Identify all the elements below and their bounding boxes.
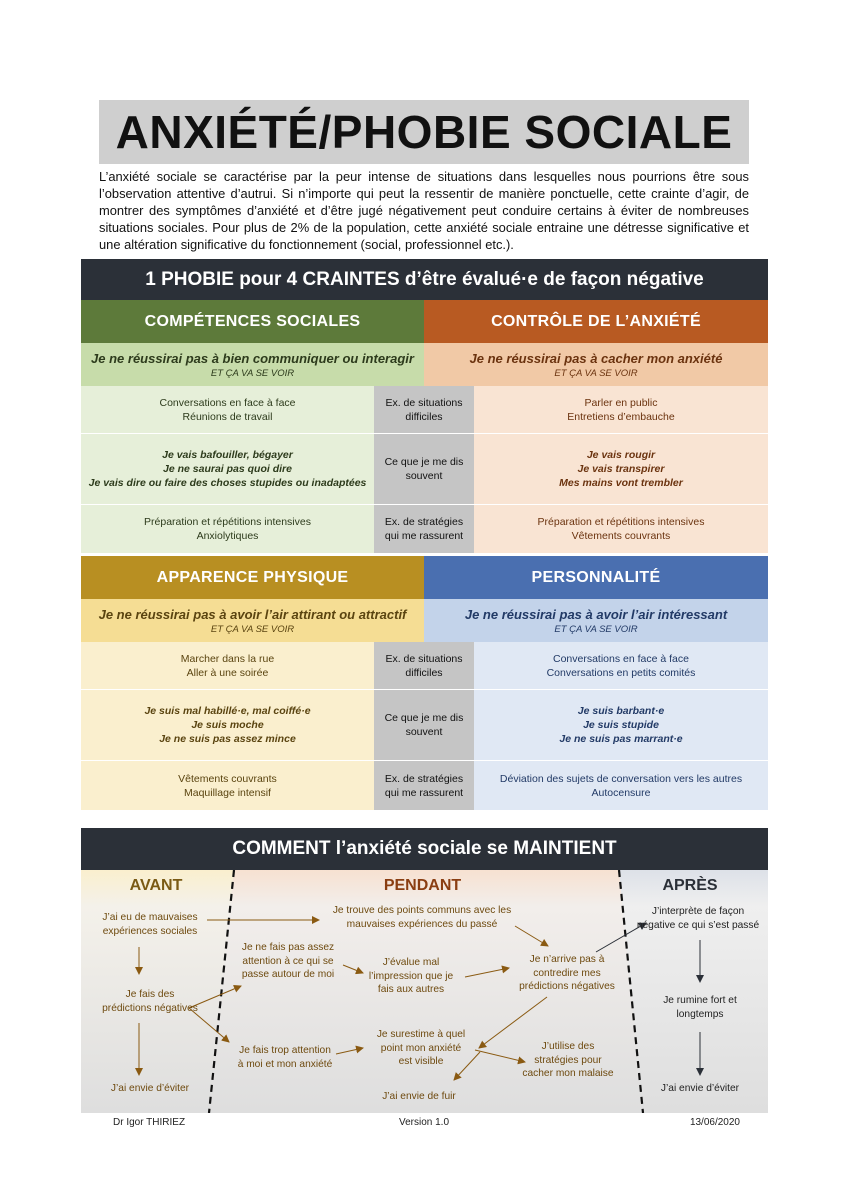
fear-text: Je ne réussirai pas à avoir l’air attirant ou attractif	[98, 606, 407, 622]
row-label-thoughts	[374, 690, 474, 760]
thought-line: Je ne suis pas assez mince	[159, 733, 296, 745]
node-predictions-negatives	[87, 988, 213, 1015]
thought-line: Je vais transpirer	[577, 463, 665, 475]
fear-text: Je ne réussirai pas à avoir l’air intéressant	[464, 606, 728, 622]
node-line: Je fais des	[125, 989, 175, 1000]
row-label-line: Ex. de situations	[385, 396, 463, 409]
node-line: négative ce qui s’est passé	[636, 919, 760, 931]
situations-personnalite	[474, 642, 768, 689]
thought-line: Je suis stupide	[583, 719, 659, 731]
row-label-line: difficiles	[405, 410, 443, 423]
node-surestime-anxiete	[362, 1028, 480, 1069]
node-line: Je ne fais pas assez	[241, 942, 335, 953]
strategies-personnalite	[474, 761, 768, 810]
node-line: J’ai envie d’éviter	[110, 1083, 190, 1094]
row-label-line: Ex. de stratégies	[384, 772, 464, 785]
phase-label-avant: AVANT	[129, 877, 183, 894]
intro-paragraph: L’anxiété sociale se caractérise par la peur intense de situations dans lesquelles nous pourrions être sous l’observation attentive d’autrui. Si n’importe qui peut la ressentir de manière ponctuelle, cette crainte d’agir, de montrer des symptômes d’anxiété et d’être jugé négativement peut conduire certains à éviter de nombreuses situations sociales. Pour plus de 2% de la population, cette anxiété sociale entraine une détresse significative et une altération significative du fonctionnement (social, professionnel etc.).	[99, 169, 749, 252]
node-line: Je fais trop attention	[239, 1045, 331, 1056]
node-line: point mon anxiété	[380, 1042, 462, 1054]
node-evalue-mal	[356, 956, 466, 997]
row-label-situations	[374, 386, 474, 433]
thought-line: Je vais rougir	[586, 449, 656, 461]
node-line: J’ai envie de fuir	[382, 1091, 456, 1102]
node-line: à moi et mon anxiété	[237, 1058, 333, 1070]
situation-line: Marcher dans la rue	[180, 652, 275, 665]
node-interprete-negative	[628, 905, 768, 932]
fear-apparence-physique	[81, 599, 424, 642]
node-strategies-cacher	[508, 1040, 628, 1081]
node-line: l’impression que je	[368, 970, 454, 982]
footer-date: 13/06/2020	[689, 1117, 740, 1128]
category-head-competences-sociales: COMPÉTENCES SOCIALES	[81, 300, 424, 343]
situation-line: Conversations en face à face	[552, 652, 689, 665]
situation-line: Conversations en face à face	[159, 396, 296, 409]
situation-line: Conversations en petits comités	[546, 666, 696, 679]
row-label-strategies	[374, 505, 474, 553]
thoughts-competences-sociales	[81, 434, 374, 504]
node-line: Je rumine fort et	[663, 995, 737, 1006]
node-line: J’évalue mal	[382, 957, 440, 968]
row-label-line: Ce que je me dis	[384, 712, 464, 724]
section2-header: COMMENT l’anxiété sociale se MAINTIENT	[81, 828, 768, 870]
node-line: expériences sociales	[102, 925, 198, 937]
strategies-controle-anxiete	[474, 505, 768, 553]
fear-subtext: ET ÇA VA SE VOIR	[554, 367, 638, 379]
node-points-communs	[312, 904, 532, 931]
fear-subtext: ET ÇA VA SE VOIR	[210, 623, 295, 635]
node-line: cacher mon malaise	[522, 1068, 614, 1079]
node-pas-assez-attention	[226, 941, 350, 982]
node-mauvaises-experiences	[87, 911, 213, 938]
footer-version: Version 1.0	[398, 1117, 450, 1128]
phase-label-apres: APRÈS	[662, 877, 718, 894]
fear-text: Je ne réussirai pas à bien communiquer ou interagir	[91, 350, 414, 366]
strategy-line: Préparation et répétitions intensives	[537, 516, 705, 528]
row-label-line: difficiles	[405, 666, 443, 679]
strategy-line: Autocensure	[591, 786, 651, 799]
node-line: Je n’arrive pas à	[529, 954, 605, 965]
node-line: J’ai eu de mauvaises	[102, 912, 198, 923]
node-line: J’interprète de façon	[651, 906, 745, 917]
section1-header: 1 PHOBIE pour 4 CRAINTES d’être évalué·e de façon négative	[81, 259, 768, 300]
thought-line: Je suis barbant·e	[577, 705, 665, 717]
fear-competences-sociales	[81, 343, 424, 386]
strategy-line: Maquillage intensif	[184, 786, 271, 799]
node-line: longtemps	[676, 1008, 724, 1020]
node-line: Je surestime à quel	[376, 1029, 466, 1040]
row-label-line: Ex. de stratégies	[384, 516, 464, 528]
thoughts-personnalite	[474, 690, 768, 760]
footer-author: Dr Igor THIRIEZ	[113, 1117, 186, 1128]
row-label-line: souvent	[405, 726, 443, 738]
category-head-apparence-physique: APPARENCE PHYSIQUE	[81, 556, 424, 599]
node-line: Je trouve des points communs avec les	[332, 905, 512, 916]
strategies-competences-sociales	[81, 505, 374, 553]
situation-line: Entretiens d’embauche	[567, 410, 675, 423]
node-trop-attention	[220, 1044, 350, 1071]
category-head-controle-anxiete: CONTRÔLE DE L’ANXIÉTÉ	[424, 300, 768, 343]
thought-line: Je suis mal habillé·e, mal coiffé·e	[144, 705, 311, 717]
thought-line: Mes mains vont trembler	[559, 477, 683, 489]
fear-text: Je ne réussirai pas à cacher mon anxiété	[469, 350, 723, 366]
row-label-strategies	[374, 761, 474, 810]
situations-apparence-physique	[81, 642, 374, 689]
node-line: contredire mes	[533, 967, 601, 979]
strategy-line: Préparation et répétitions intensives	[144, 516, 311, 528]
strategy-line: Déviation des sujets de conversation vers les autres	[499, 772, 743, 785]
node-line: prédictions négatives	[519, 981, 615, 992]
row-label-line: qui me rassurent	[384, 786, 464, 799]
strategy-line: Anxiolytiques	[196, 530, 259, 542]
row-label-line: qui me rassurent	[384, 530, 464, 542]
row-label-line: souvent	[405, 470, 443, 482]
node-line: prédictions négatives	[102, 1002, 198, 1014]
row-label-thoughts	[374, 434, 474, 504]
row-label-line: Ce que je me dis	[384, 456, 464, 468]
node-line: fais aux autres	[377, 984, 445, 995]
node-line: J’utilise des	[541, 1041, 595, 1052]
thought-line: Je suis moche	[191, 719, 264, 731]
thoughts-controle-anxiete	[474, 434, 768, 504]
node-line: passe autour de moi	[241, 969, 335, 980]
strategy-line: Vêtements couvrants	[571, 530, 671, 542]
thoughts-apparence-physique	[81, 690, 374, 760]
node-contredire-predictions	[500, 953, 634, 994]
thought-line: Je ne suis pas marrant·e	[559, 733, 683, 745]
situation-line: Parler en public	[584, 396, 658, 409]
row-label-situations	[374, 642, 474, 689]
row-label-line: Ex. de situations	[385, 652, 463, 665]
situations-controle-anxiete	[474, 386, 768, 433]
node-line: stratégies pour	[534, 1054, 602, 1066]
fear-subtext: ET ÇA VA SE VOIR	[554, 623, 638, 635]
fear-subtext: ET ÇA VA SE VOIR	[210, 367, 295, 379]
node-rumine	[640, 994, 760, 1021]
node-line: mauvaises expériences du passé	[346, 918, 498, 930]
fear-personnalite	[424, 599, 768, 642]
page-title: ANXIÉTÉ/PHOBIE SOCIALE	[99, 100, 749, 164]
situations-competences-sociales	[81, 386, 374, 433]
situation-line: Aller à une soirée	[186, 666, 269, 679]
phase-label-pendant: PENDANT	[383, 877, 462, 894]
node-envie-eviter-apres	[640, 1082, 760, 1096]
thought-line: Je vais dire ou faire des choses stupides ou inadaptées	[88, 477, 367, 489]
category-head-personnalite: PERSONNALITÉ	[424, 556, 768, 599]
strategies-apparence-physique	[81, 761, 374, 810]
thought-line: Je vais bafouiller, bégayer	[162, 449, 293, 461]
node-line: attention à ce qui se	[242, 955, 334, 967]
node-envie-eviter-avant	[87, 1082, 213, 1096]
situation-line: Réunions de travail	[182, 410, 273, 423]
fear-controle-anxiete	[424, 343, 768, 386]
node-envie-fuir	[364, 1090, 474, 1104]
strategy-line: Vêtements couvrants	[178, 772, 277, 785]
node-line: est visible	[398, 1056, 444, 1067]
node-line: J’ai envie d’éviter	[660, 1083, 740, 1094]
thought-line: Je ne saurai pas quoi dire	[163, 463, 292, 475]
